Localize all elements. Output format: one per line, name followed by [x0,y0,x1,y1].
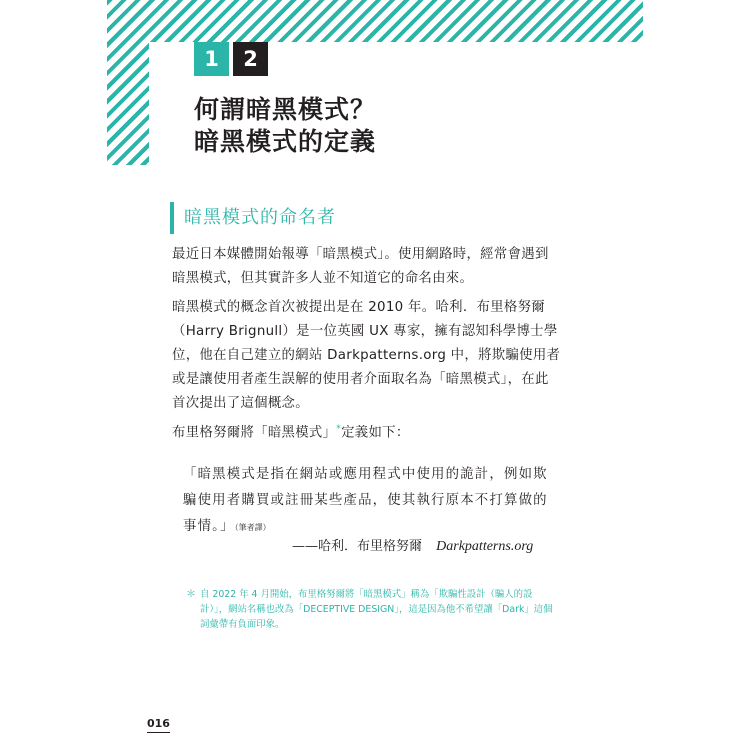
footnote-line-3: 詞彙帶有負面印象。 [200,619,285,630]
footnote-line-2: 計）」，網站名稱也改為「DECEPTIVE DESIGN」，這是因為他不希望讓「Dark」這個 [200,604,553,615]
chapter-number-digit-1: 1 [194,42,229,76]
paragraph-2-line-2: （Harry Brignull）是一位英國 UX 專家，擁有認知科學博士學 [172,324,558,339]
page-title [194,94,376,158]
chapter-number-digit-2: 2 [233,42,268,76]
paragraph-1-line-2: 暗黑模式，但其實許多人並不知道它的命名由來。 [172,271,474,286]
paragraph-2 [172,296,561,416]
page-number: 016 [147,717,170,733]
section-heading: 暗黑模式的命名者 [184,207,336,228]
footnote [200,587,560,632]
paragraph-2-line-1: 暗黑模式的概念首次被提出是在 2010 年。哈利．布里格努爾 [172,300,545,315]
section-heading-bar [170,202,174,234]
definition-quote [183,462,548,541]
quote-line-1: 「暗黑模式是指在網站或應用程式中使用的詭計，例如欺 [183,467,548,482]
attribution-site: Darkpatterns.org [436,539,534,554]
paragraph-2-line-4: 或是讓使用者產生誤解的使用者介面取名為「暗黑模式」，在此 [172,372,549,387]
page-title-line-2: 暗黑模式的定義 [194,127,377,156]
footnote-reference-mark: * [336,424,342,434]
paragraph-3-text-before: 布里格努爾將「暗黑模式」 [172,425,337,441]
page-title-line-1: 何謂暗黑模式？ [194,95,377,124]
footnote-line-1: 自 2022 年 4 月開始，布里格努爾將「暗黑模式」稱為「欺騙性設計（騙人的設 [200,589,533,600]
footnote-marker: ＊ [186,589,196,600]
paragraph-2-line-3: 位，他在自己建立的網站 Darkpatterns.org 中，將欺騙使用者 [172,348,561,363]
paragraph-1-line-1: 最近日本媒體開始報導「暗黑模式」。使用網路時，經常會遇到 [172,247,549,262]
paragraph-1 [172,243,557,291]
paragraph-3-line [172,417,557,445]
quote-attribution [292,537,533,557]
quote-line-2: 騙使用者購買或註冊某些產品，使其執行原本不打算做的 [183,493,548,508]
paragraph-3-text-after: 定義如下： [341,425,410,441]
quote-line-3-text: 事情。」 [183,519,235,534]
translator-note: （筆者譯） [234,523,271,532]
paragraph-2-line-5: 首次提出了這個概念。 [172,396,309,411]
attribution-author: ——哈利．布里格努爾 [292,539,423,554]
paragraph-3 [172,417,557,445]
